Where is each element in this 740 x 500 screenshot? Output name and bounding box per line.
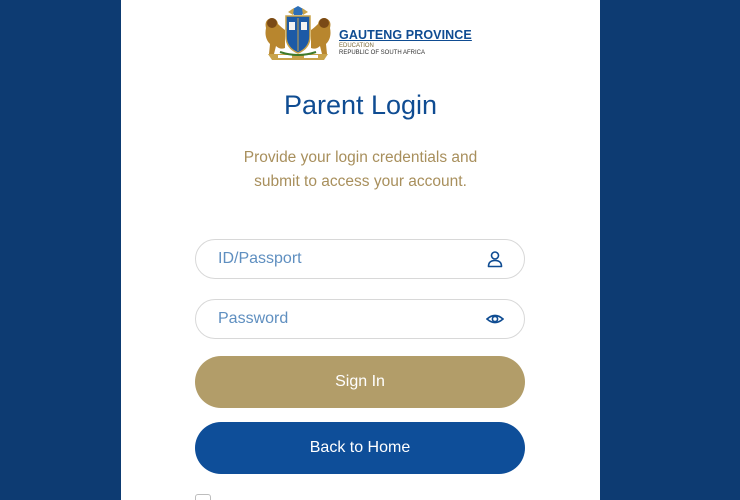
id-passport-input[interactable] <box>218 240 478 278</box>
sign-in-button[interactable]: Sign In <box>195 356 525 408</box>
logo-title: GAUTENG PROVINCE <box>339 28 472 42</box>
logo-department: EDUCATION <box>339 43 374 49</box>
password-input[interactable] <box>218 300 478 338</box>
password-field <box>195 299 525 339</box>
id-passport-field <box>195 239 525 279</box>
user-icon <box>486 250 504 268</box>
logo-country: REPUBLIC OF SOUTH AFRICA <box>339 50 426 56</box>
coat-of-arms-icon <box>258 6 338 62</box>
logo-text <box>339 28 472 57</box>
page-title: Parent Login <box>283 90 438 120</box>
login-card <box>121 0 600 500</box>
remember-checkbox[interactable] <box>195 494 211 500</box>
eye-icon[interactable] <box>486 310 504 328</box>
page-subtitle: Provide your login credentials and submit to access your account. <box>243 149 478 190</box>
back-to-home-button[interactable]: Back to Home <box>195 422 525 474</box>
gauteng-logo <box>258 6 472 62</box>
